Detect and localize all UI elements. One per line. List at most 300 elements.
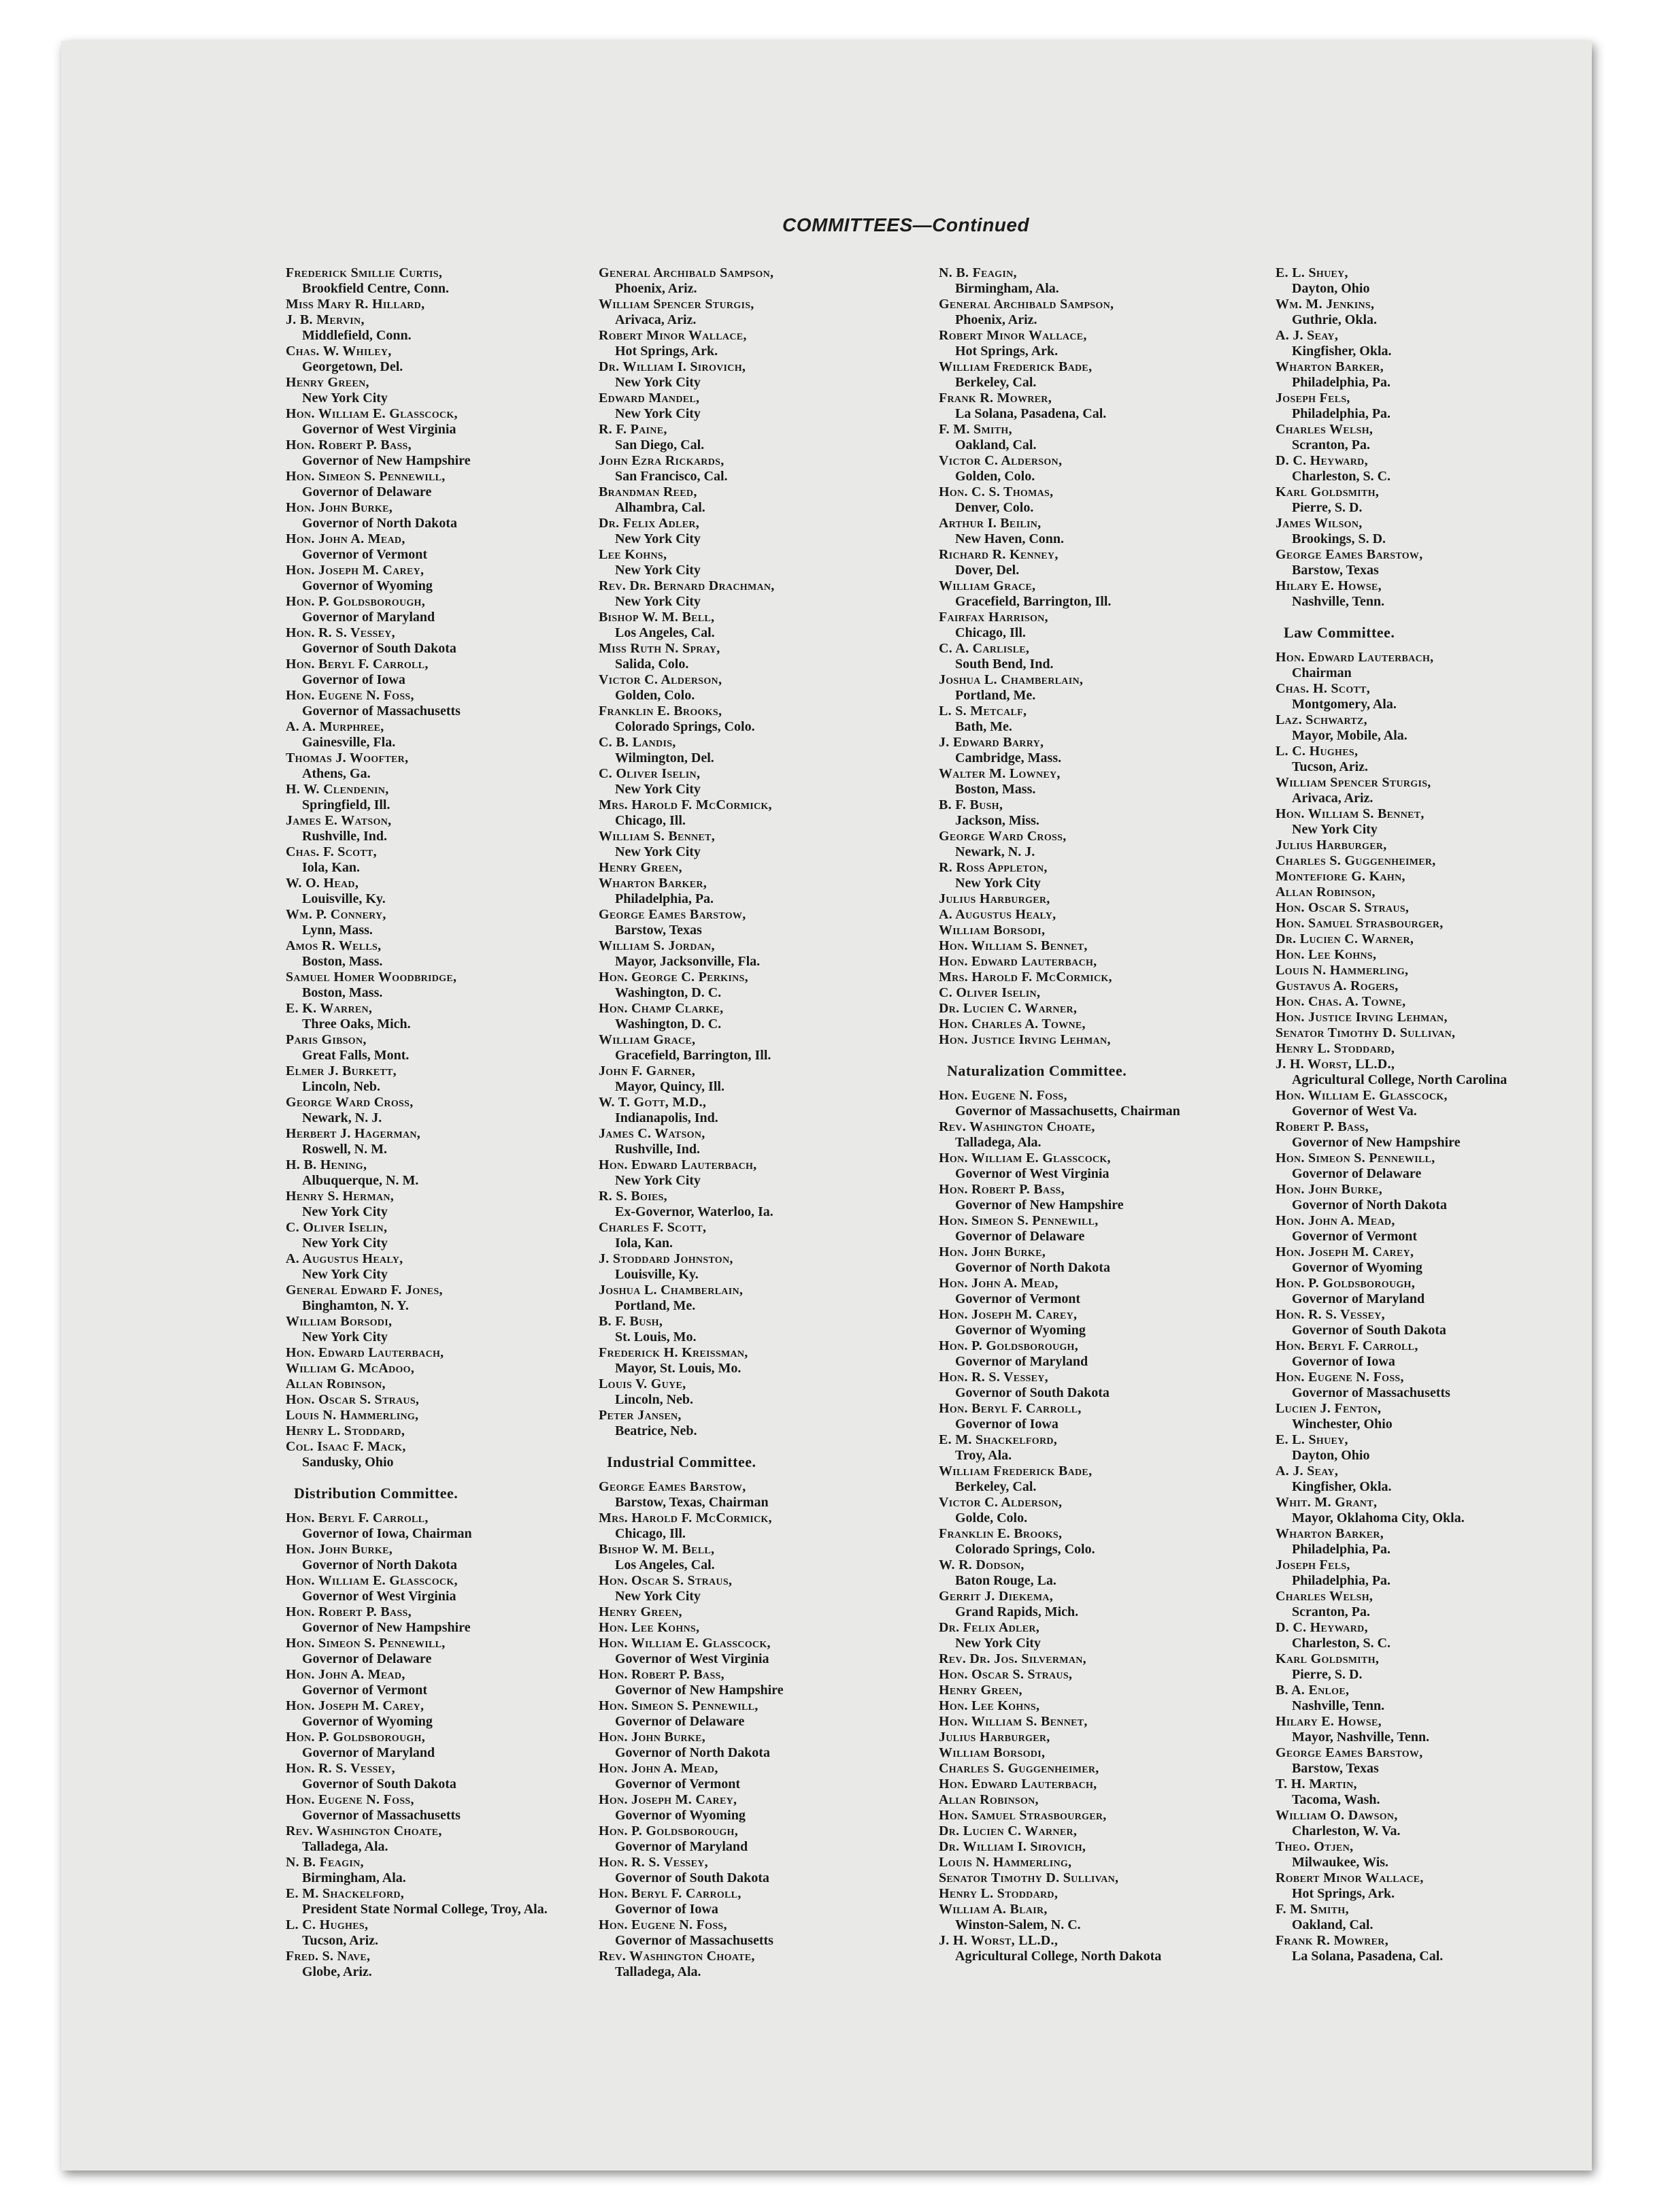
member-entry <box>939 1213 1252 1244</box>
member-entry <box>286 500 599 531</box>
member-detail: Montgomery, Ala. <box>1292 697 1397 712</box>
member-name: Hon. Oscar S. Straus, <box>599 1573 733 1588</box>
member-detail: Barstow, Texas <box>1292 1761 1379 1776</box>
member-entry <box>286 1423 599 1439</box>
member-entry <box>939 610 1252 641</box>
member-entry <box>1276 853 1568 869</box>
member-name: D. C. Heyward, <box>1276 453 1368 468</box>
member-entry <box>939 1886 1252 1902</box>
member-name: Allan Robinson, <box>939 1792 1039 1807</box>
member-entry <box>1276 1244 1568 1276</box>
member-detail: Cambridge, Mass. <box>955 750 1062 765</box>
member-entry <box>286 750 599 782</box>
member-detail: New York City <box>955 876 1041 891</box>
member-entry <box>1276 1276 1568 1307</box>
member-entry <box>1276 391 1568 422</box>
page-title: COMMITTEES—Continued <box>782 214 1030 235</box>
committee-heading: Distribution Committee. <box>294 1485 459 1502</box>
member-name: Hon. Simeon S. Pennewill, <box>939 1213 1099 1228</box>
member-entry <box>1276 1495 1568 1526</box>
member-entry <box>1276 1307 1568 1338</box>
member-entry <box>1276 484 1568 516</box>
member-detail: Great Falls, Mont. <box>302 1048 410 1063</box>
member-entry <box>1276 1010 1568 1025</box>
member-name: William Borsodi, <box>939 923 1046 938</box>
member-name: Gerrit J. Diekema, <box>939 1589 1054 1604</box>
member-entry <box>939 938 1252 954</box>
member-detail: Governor of Delaware <box>615 1714 745 1729</box>
member-detail: Boston, Mass. <box>955 782 1036 797</box>
member-detail: Louisville, Ky. <box>615 1267 699 1282</box>
member-detail: Hot Springs, Ark. <box>1292 1886 1395 1901</box>
member-name: Hon. Beryl F. Carroll, <box>286 1511 429 1525</box>
member-entry <box>599 907 912 938</box>
member-detail: Governor of South Dakota <box>955 1385 1110 1400</box>
member-entry <box>939 1119 1252 1151</box>
member-detail: Alhambra, Cal. <box>615 500 705 515</box>
member-name: C. A. Carlisle, <box>939 641 1030 656</box>
member-detail: Indianapolis, Ind. <box>615 1110 718 1125</box>
member-entry <box>286 1667 599 1698</box>
member-detail: Governor of South Dakota <box>1292 1323 1446 1338</box>
member-name: Hon. William E. Glasscock, <box>286 1573 458 1588</box>
member-entry <box>939 1182 1252 1213</box>
member-entry <box>286 1189 599 1220</box>
member-name: Joshua L. Chamberlain, <box>599 1283 744 1298</box>
member-name: L. C. Hughes, <box>286 1917 369 1932</box>
member-detail: Nashville, Tenn. <box>1292 594 1385 609</box>
member-entry <box>939 1589 1252 1620</box>
member-name: Wm. P. Connery, <box>286 907 386 922</box>
member-detail: Agricultural College, North Dakota <box>955 1949 1162 1964</box>
member-entry <box>939 891 1252 907</box>
member-name: John Ezra Rickards, <box>599 453 724 468</box>
member-name: Hon. John Burke, <box>286 500 393 515</box>
member-detail: San Francisco, Cal. <box>615 469 728 484</box>
member-detail: New York City <box>955 1636 1041 1651</box>
member-name: Robert Minor Wallace, <box>599 328 747 343</box>
member-entry <box>286 1157 599 1189</box>
member-name: George Ward Cross, <box>286 1095 414 1110</box>
member-entry <box>1276 1119 1568 1151</box>
member-detail: Mayor, Quincy, Ill. <box>615 1079 724 1094</box>
member-detail: Governor of West Virginia <box>955 1166 1110 1181</box>
member-entry <box>286 344 599 375</box>
member-entry <box>939 1730 1252 1745</box>
member-name: Rev. Dr. Jos. Silverman, <box>939 1651 1086 1666</box>
member-detail: Governor of Vermont <box>302 547 428 562</box>
member-detail: Mayor, St. Louis, Mo. <box>615 1361 742 1376</box>
member-detail: Governor of South Dakota <box>302 1777 456 1792</box>
member-detail: Governor of Iowa <box>955 1417 1059 1432</box>
member-detail: Portland, Me. <box>615 1298 696 1313</box>
member-entry <box>1276 681 1568 712</box>
member-name: Chas. F. Scott, <box>286 844 377 859</box>
member-name: Henry Green, <box>286 375 369 390</box>
member-name: J. H. Worst, LL.D., <box>1276 1057 1395 1072</box>
member-name: T. H. Martin, <box>1276 1777 1357 1792</box>
member-name: Dr. Lucien C. Warner, <box>1276 931 1414 946</box>
member-entry <box>1276 1370 1568 1401</box>
member-entry <box>939 1338 1252 1370</box>
member-detail: Mayor, Oklahoma City, Okla. <box>1292 1511 1465 1525</box>
member-detail: Philadelphia, Pa. <box>1292 1542 1391 1557</box>
member-name: Hon. John A. Mead, <box>599 1761 718 1776</box>
member-detail: Gracefield, Barrington, Ill. <box>615 1048 771 1063</box>
member-name: Col. Isaac F. Mack, <box>286 1439 406 1454</box>
member-detail: Philadelphia, Pa. <box>1292 1573 1391 1588</box>
member-name: Charles Welsh, <box>1276 1589 1373 1604</box>
committee-heading: Naturalization Committee. <box>947 1062 1127 1079</box>
member-name: E. L. Shuey, <box>1276 1432 1348 1447</box>
member-entry <box>286 1730 599 1761</box>
member-name: John F. Garner, <box>599 1063 696 1078</box>
member-detail: New York City <box>302 1267 388 1282</box>
member-entry <box>939 1667 1252 1683</box>
member-entry <box>1276 1213 1568 1244</box>
member-detail: Talladega, Ala. <box>615 1964 701 1979</box>
member-detail: New York City <box>615 406 701 421</box>
member-name: Rev. Washington Choate, <box>599 1949 755 1964</box>
member-entry <box>286 297 599 312</box>
member-name: Hon. John A. Mead, <box>939 1276 1059 1291</box>
member-detail: Phoenix, Ariz. <box>955 312 1037 327</box>
member-entry <box>599 1251 912 1283</box>
committee-heading: Law Committee. <box>1284 624 1395 641</box>
member-detail: Governor of Wyoming <box>302 578 433 593</box>
member-entry <box>939 970 1252 985</box>
member-entry <box>286 1439 599 1470</box>
member-entry <box>1276 1745 1568 1777</box>
member-name: Hon. William S. Bennet, <box>939 1714 1088 1729</box>
member-entry <box>1276 297 1568 328</box>
member-detail: Barstow, Texas <box>1292 563 1379 578</box>
member-entry <box>286 531 599 563</box>
member-name: Hon. Robert P. Bass, <box>286 1604 412 1619</box>
member-detail: Georgetown, Del. <box>302 359 403 374</box>
member-name: N. B. Feagin, <box>939 265 1017 280</box>
member-entry <box>1276 1839 1568 1870</box>
member-entry <box>286 375 599 406</box>
member-entry <box>939 1855 1252 1870</box>
member-name: Hon. William E. Glasscock, <box>939 1151 1111 1166</box>
member-entry <box>599 735 912 766</box>
member-entry <box>599 1126 912 1157</box>
member-name: George Eames Barstow, <box>599 1479 746 1494</box>
member-detail: Charleston, W. Va. <box>1292 1823 1401 1838</box>
member-entry <box>286 1361 599 1376</box>
member-name: R. S. Boies, <box>599 1189 667 1204</box>
member-entry <box>1276 744 1568 775</box>
column-3 <box>939 265 1252 1964</box>
member-entry <box>599 1698 912 1730</box>
member-detail: Tucson, Ariz. <box>1292 759 1369 774</box>
member-name: Henry S. Herman, <box>286 1189 395 1204</box>
member-detail: Hot Springs, Ark. <box>955 344 1059 359</box>
member-name: Hon. Beryl F. Carroll, <box>1276 1338 1418 1353</box>
member-name: Hon. Oscar S. Straus, <box>1276 900 1410 915</box>
member-entry <box>599 672 912 704</box>
member-name: William Frederick Bade, <box>939 1464 1093 1479</box>
member-entry <box>286 1220 599 1251</box>
member-detail: La Solana, Pasadena, Cal. <box>1292 1949 1444 1964</box>
member-entry <box>286 1408 599 1423</box>
member-entry <box>599 391 912 422</box>
member-entry <box>1276 1041 1568 1057</box>
member-detail: Governor of Maryland <box>302 610 435 625</box>
member-entry <box>1276 869 1568 885</box>
member-entry <box>939 1244 1252 1276</box>
member-entry <box>1276 1620 1568 1651</box>
member-name: Henry Green, <box>599 860 682 875</box>
member-detail: Kingfisher, Okla. <box>1292 1479 1392 1494</box>
member-detail: Governor of New Hampshire <box>955 1198 1124 1212</box>
member-name: Richard R. Kenney, <box>939 547 1059 562</box>
member-name: Peter Jansen, <box>599 1408 682 1423</box>
member-name: L. C. Hughes, <box>1276 744 1359 759</box>
member-entry <box>599 1542 912 1573</box>
member-name: A. Augustus Healy, <box>286 1251 403 1266</box>
member-name: Hon. William E. Glasscock, <box>599 1636 771 1651</box>
member-name: Julius Harburger, <box>1276 838 1387 853</box>
member-name: Hon. Lee Kohns, <box>599 1620 700 1635</box>
member-entry <box>939 453 1252 484</box>
member-entry <box>286 938 599 970</box>
member-entry <box>939 985 1252 1001</box>
member-detail: Governor of Wyoming <box>955 1323 1086 1338</box>
member-entry <box>599 1001 912 1032</box>
member-detail: Globe, Ariz. <box>302 1964 372 1979</box>
member-name: Mrs. Harold F. McCormick, <box>599 1511 772 1525</box>
member-detail: Governor of Maryland <box>955 1354 1088 1369</box>
member-name: William Borsodi, <box>286 1314 393 1329</box>
member-entry <box>286 1636 599 1667</box>
member-entry <box>1276 1338 1568 1370</box>
member-entry <box>1276 1401 1568 1432</box>
member-name: Hon. Edward Lauterbach, <box>1276 650 1434 665</box>
member-entry <box>286 1573 599 1604</box>
member-detail: Governor of Massachusetts <box>615 1933 773 1948</box>
member-entry <box>599 1408 912 1439</box>
member-detail: Governor of North Dakota <box>615 1745 770 1760</box>
member-entry <box>939 1714 1252 1730</box>
member-entry <box>939 1683 1252 1698</box>
member-name: Allan Robinson, <box>286 1376 386 1391</box>
member-entry <box>599 1855 912 1886</box>
member-entry <box>1276 916 1568 931</box>
member-name: F. M. Smith, <box>939 422 1012 437</box>
member-detail: Governor of Maryland <box>1292 1291 1425 1306</box>
member-detail: Gainesville, Fla. <box>302 735 396 750</box>
member-name: Fairfax Harrison, <box>939 610 1048 625</box>
member-entry <box>1276 1902 1568 1933</box>
member-name: Elmer J. Burkett, <box>286 1063 397 1078</box>
member-detail: Three Oaks, Mich. <box>302 1017 411 1031</box>
member-entry <box>1276 1933 1568 1964</box>
member-entry <box>286 1126 599 1157</box>
member-name: Hon. Simeon S. Pennewill, <box>286 469 446 484</box>
member-entry <box>939 1495 1252 1526</box>
member-detail: Albuquerque, N. M. <box>302 1173 419 1188</box>
member-name: William G. McAdoo, <box>286 1361 415 1376</box>
member-name: Hon. Chas. A. Towne, <box>1276 994 1406 1009</box>
member-entry <box>939 954 1252 970</box>
member-name: Wharton Barker, <box>1276 359 1384 374</box>
member-entry <box>286 1886 599 1917</box>
member-detail: Chairman <box>1292 665 1352 680</box>
member-detail: Baton Rouge, La. <box>955 1573 1056 1588</box>
member-name: Victor C. Alderson, <box>939 453 1063 468</box>
member-entry <box>939 923 1252 938</box>
member-entry <box>599 1479 912 1511</box>
member-detail: Kingfisher, Okla. <box>1292 344 1392 359</box>
member-detail: San Diego, Cal. <box>615 438 705 452</box>
member-detail: Guthrie, Okla. <box>1292 312 1378 327</box>
member-name: Hon. R. S. Vessey, <box>286 625 395 640</box>
member-detail: Governor of New Hampshire <box>302 453 471 468</box>
member-entry <box>599 860 912 876</box>
member-name: Hon. Eugene N. Foss, <box>286 688 414 703</box>
member-entry <box>286 1511 599 1542</box>
member-detail: New York City <box>1292 822 1378 837</box>
member-name: Hon. Simeon S. Pennewill, <box>286 1636 446 1651</box>
member-name: E. L. Shuey, <box>1276 265 1348 280</box>
member-entry <box>286 406 599 438</box>
member-detail: Lincoln, Neb. <box>615 1392 694 1407</box>
member-name: J. H. Worst, LL.D., <box>939 1933 1059 1948</box>
member-entry <box>1276 1025 1568 1041</box>
member-entry <box>599 1220 912 1251</box>
member-entry <box>939 1401 1252 1432</box>
member-detail: Portland, Me. <box>955 688 1036 703</box>
member-detail: Grand Rapids, Mich. <box>955 1604 1079 1619</box>
member-detail: Charleston, S. C. <box>1292 469 1391 484</box>
member-detail: Washington, D. C. <box>615 1017 722 1031</box>
member-detail: Binghamton, N. Y. <box>302 1298 409 1313</box>
member-name: Hon. Edward Lauterbach, <box>599 1157 757 1172</box>
member-entry <box>939 1276 1252 1307</box>
member-detail: Bath, Me. <box>955 719 1012 734</box>
member-entry <box>599 1917 912 1949</box>
member-entry <box>939 391 1252 422</box>
member-name: Hon. Beryl F. Carroll, <box>599 1886 742 1901</box>
member-name: H. W. Clendenin, <box>286 782 389 797</box>
member-name: Hon. Lee Kohns, <box>939 1698 1040 1713</box>
member-entry <box>939 704 1252 735</box>
member-entry <box>599 1792 912 1823</box>
member-entry <box>939 1526 1252 1557</box>
member-entry <box>599 484 912 516</box>
member-entry <box>599 578 912 610</box>
member-name: Whit. M. Grant, <box>1276 1495 1378 1510</box>
member-detail: Arivaca, Ariz. <box>615 312 697 327</box>
member-entry <box>939 1432 1252 1464</box>
member-detail: President State Normal College, Troy, Ala. <box>302 1902 548 1917</box>
member-detail: Philadelphia, Pa. <box>1292 375 1391 390</box>
member-name: Joshua L. Chamberlain, <box>939 672 1084 687</box>
member-detail: Governor of Massachusetts, Chairman <box>955 1104 1180 1119</box>
member-entry <box>1276 547 1568 578</box>
member-detail: Louisville, Ky. <box>302 891 386 906</box>
member-entry <box>1276 453 1568 484</box>
member-detail: Governor of South Dakota <box>615 1870 769 1885</box>
member-entry <box>599 1283 912 1314</box>
member-detail: Governor of Maryland <box>302 1745 435 1760</box>
member-entry <box>939 1088 1252 1119</box>
member-entry <box>939 359 1252 391</box>
member-name: H. B. Hening, <box>286 1157 367 1172</box>
member-name: Hon. Lee Kohns, <box>1276 947 1377 962</box>
member-detail: Governor of North Dakota <box>955 1260 1110 1275</box>
member-entry <box>286 625 599 657</box>
member-name: A. J. Seay, <box>1276 1464 1339 1479</box>
member-entry <box>939 1808 1252 1823</box>
member-entry <box>939 265 1252 297</box>
member-name: William Spencer Sturgis, <box>599 297 754 312</box>
member-name: Hon. William E. Glasscock, <box>286 406 458 421</box>
member-name: Hon. John Burke, <box>286 1542 393 1557</box>
member-entry <box>1276 712 1568 744</box>
member-detail: Washington, D. C. <box>615 985 722 1000</box>
member-entry <box>1276 931 1568 947</box>
member-name: E. K. Warren, <box>286 1001 373 1016</box>
member-name: Hon. P. Goldsborough, <box>286 594 426 609</box>
member-name: General Edward F. Jones, <box>286 1283 443 1298</box>
member-detail: Mayor, Jacksonville, Fla. <box>615 954 761 969</box>
member-detail: Scranton, Pa. <box>1292 1604 1370 1619</box>
member-name: Hon. R. S. Vessey, <box>286 1761 395 1776</box>
member-entry <box>939 672 1252 704</box>
member-entry <box>939 578 1252 610</box>
member-name: Hon. William E. Glasscock, <box>1276 1088 1448 1103</box>
member-name: Brandman Reed, <box>599 484 697 499</box>
member-detail: Newark, N. J. <box>302 1110 382 1125</box>
member-name: Louis V. Guye, <box>599 1376 686 1391</box>
member-name: George Eames Barstow, <box>599 907 746 922</box>
member-entry <box>599 766 912 797</box>
member-detail: Pierre, S. D. <box>1292 1667 1363 1682</box>
member-name: Hon. R. S. Vessey, <box>1276 1307 1385 1322</box>
member-detail: New Haven, Conn. <box>955 531 1065 546</box>
member-detail: Troy, Ala. <box>955 1448 1012 1463</box>
member-detail: Governor of Iowa <box>302 672 405 687</box>
member-name: Frank R. Mowrer, <box>939 391 1052 406</box>
member-name: Dr. Lucien C. Warner, <box>939 1001 1078 1016</box>
member-entry <box>939 1902 1252 1933</box>
member-name: Amos R. Wells, <box>286 938 382 953</box>
member-name: Hon. Eugene N. Foss, <box>286 1792 414 1807</box>
member-detail: Boston, Mass. <box>302 985 383 1000</box>
member-entry <box>939 1870 1252 1886</box>
member-detail: Boston, Mass. <box>302 954 383 969</box>
member-detail: Tacoma, Wash. <box>1292 1792 1380 1807</box>
member-entry <box>599 516 912 547</box>
member-entry <box>1276 1057 1568 1088</box>
member-name: William Grace, <box>939 578 1036 593</box>
member-entry <box>939 1620 1252 1651</box>
member-entry <box>1276 947 1568 963</box>
member-entry <box>1276 1808 1568 1839</box>
member-name: R. F. Paine, <box>599 422 667 437</box>
member-entry <box>1276 1151 1568 1182</box>
member-entry <box>599 265 912 297</box>
member-name: Hon. Justice Irving Lehman, <box>939 1032 1111 1047</box>
member-entry <box>1276 1557 1568 1589</box>
member-entry <box>1276 359 1568 391</box>
member-entry <box>286 844 599 876</box>
member-detail: New York City <box>615 594 701 609</box>
member-name: J. Edward Barry, <box>939 735 1044 750</box>
